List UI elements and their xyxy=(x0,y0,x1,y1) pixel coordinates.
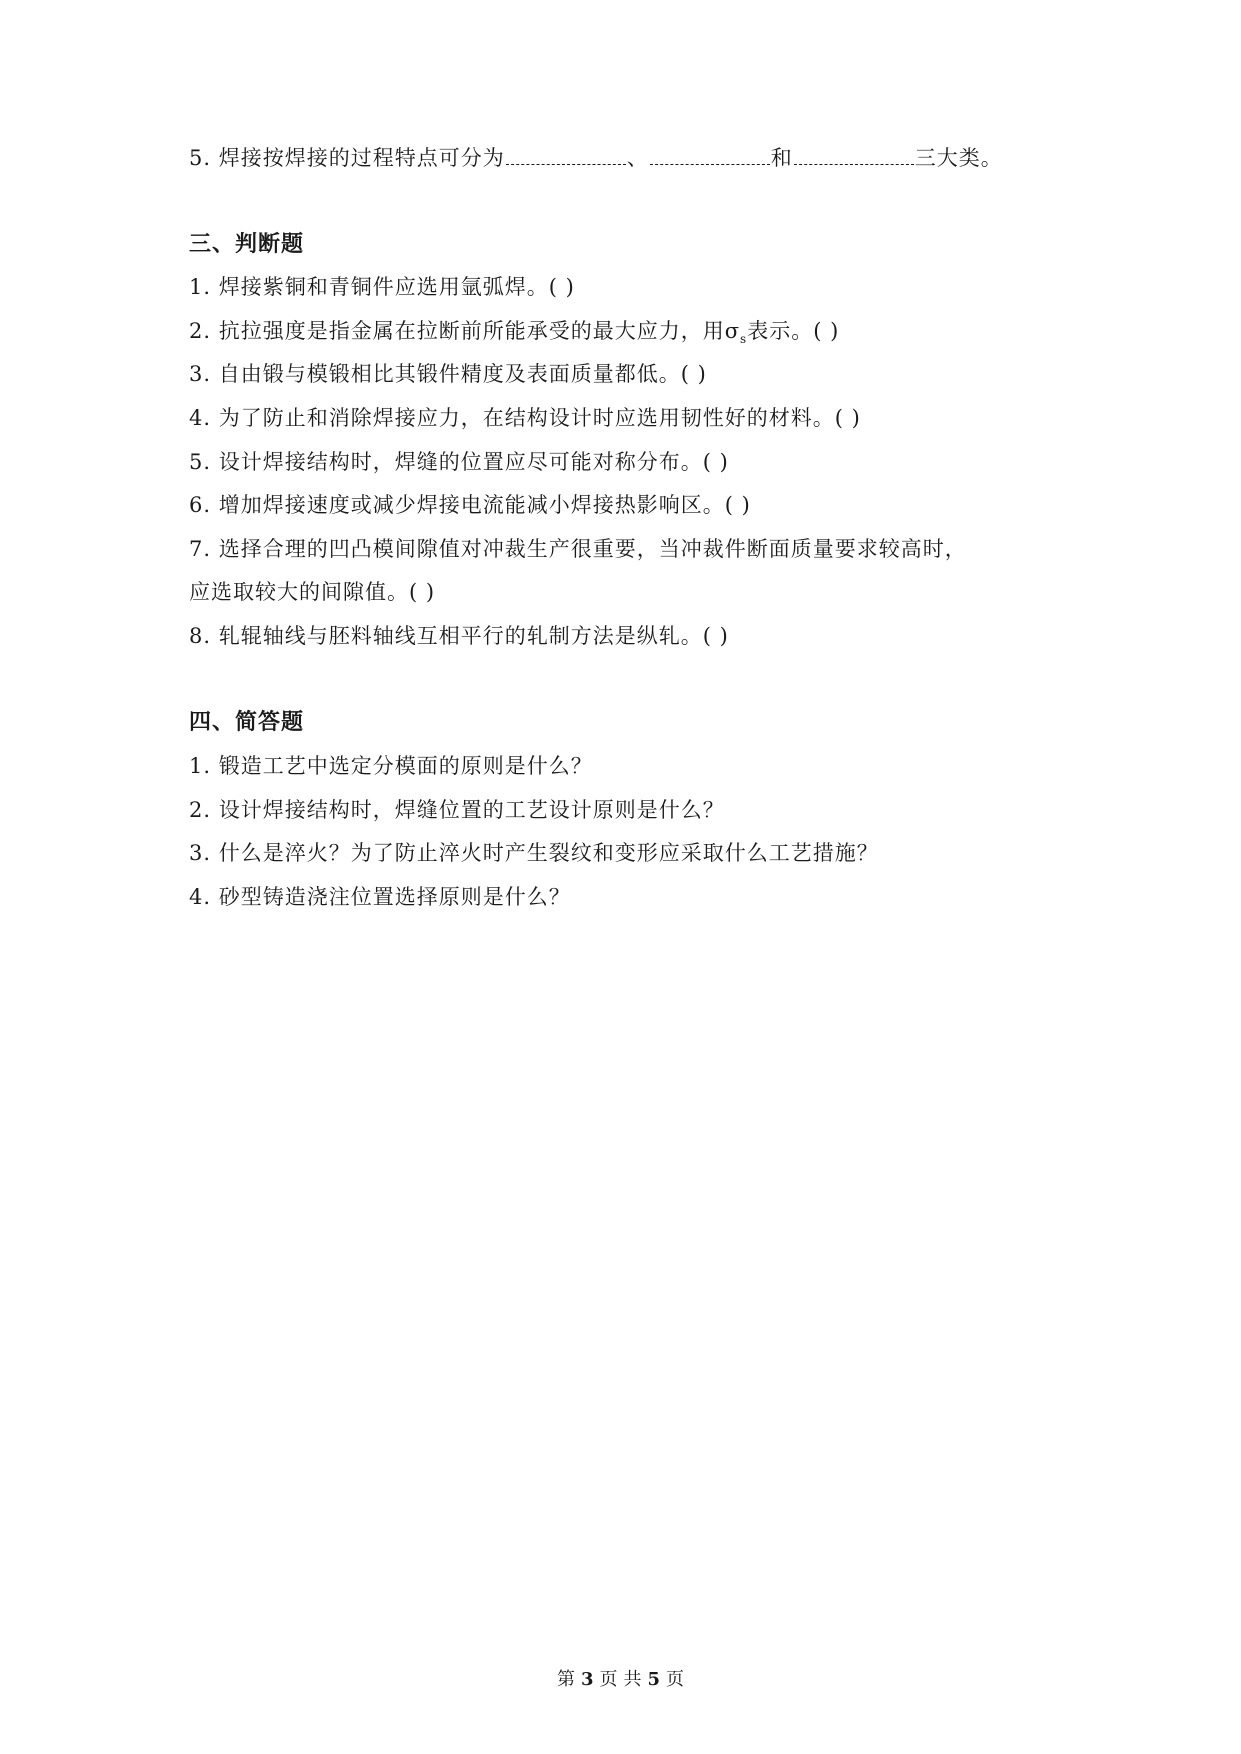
footer-total-word: 共 xyxy=(623,1669,642,1690)
section-heading-short-answer: 四、简答题 xyxy=(189,709,305,735)
separator: 、 xyxy=(626,146,649,170)
short-answer-item-1: 1. 锻造工艺中选定分模面的原则是什么？ xyxy=(189,754,593,778)
current-page-number: 3 xyxy=(580,1669,594,1690)
fill-blank-question-5 xyxy=(189,143,1003,173)
footer-page-word: 页 xyxy=(599,1669,618,1690)
true-false-item-7-continued: 应选取较大的间隙值。( ) xyxy=(189,580,436,604)
true-false-item-8: 8. 轧辊轴线与胚料轴线互相平行的轧制方法是纵轧。( ) xyxy=(189,624,729,648)
true-false-item-1: 1. 焊接紫铜和青铜件应选用氩弧焊。( ) xyxy=(189,275,575,299)
true-false-item-5: 5. 设计焊接结构时，焊缝的位置应尽可能对称分布。( ) xyxy=(189,450,729,474)
answer-blank-2[interactable] xyxy=(650,146,770,165)
short-answer-item-3: 3. 什么是淬火？为了防止淬火时产生裂纹和变形应采取什么工艺措施？ xyxy=(189,841,879,865)
page-footer xyxy=(0,1668,1241,1692)
short-answer-item-4: 4. 砂型铸造浇注位置选择原则是什么？ xyxy=(189,885,571,909)
short-answer-item-2: 2. 设计焊接结构时，焊缝位置的工艺设计原则是什么？ xyxy=(189,798,725,822)
true-false-item-7: 7. 选择合理的凹凸模间隙值对冲裁生产很重要，当冲裁件断面质量要求较高时， xyxy=(189,537,967,561)
true-false-item-4: 4. 为了防止和消除焊接应力，在结构设计时应选用韧性好的材料。( ) xyxy=(189,406,861,430)
true-false-item-6: 6. 增加焊接速度或减少焊接电流能减小焊接热影响区。( ) xyxy=(189,493,751,517)
section-heading-true-false: 三、判断题 xyxy=(189,231,305,257)
question-suffix: 三大类。 xyxy=(914,146,1003,170)
question-text: 5. 焊接按焊接的过程特点可分为 xyxy=(189,146,505,170)
true-false-item-3: 3. 自由锻与模锻相比其锻件精度及表面质量都低。( ) xyxy=(189,362,707,386)
answer-blank-3[interactable] xyxy=(794,146,914,165)
item-text-tail: 表示。( ) xyxy=(747,319,840,343)
answer-blank-1[interactable] xyxy=(506,146,626,165)
item-text: 2. 抗拉强度是指金属在拉断前所能承受的最大应力，用σ xyxy=(189,319,741,343)
footer-prefix: 第 xyxy=(556,1669,575,1690)
separator: 和 xyxy=(770,146,793,170)
total-pages-number: 5 xyxy=(647,1669,661,1690)
sigma-subscript: s xyxy=(740,332,748,347)
footer-page-word-2: 页 xyxy=(666,1669,685,1690)
true-false-item-2 xyxy=(189,316,839,354)
